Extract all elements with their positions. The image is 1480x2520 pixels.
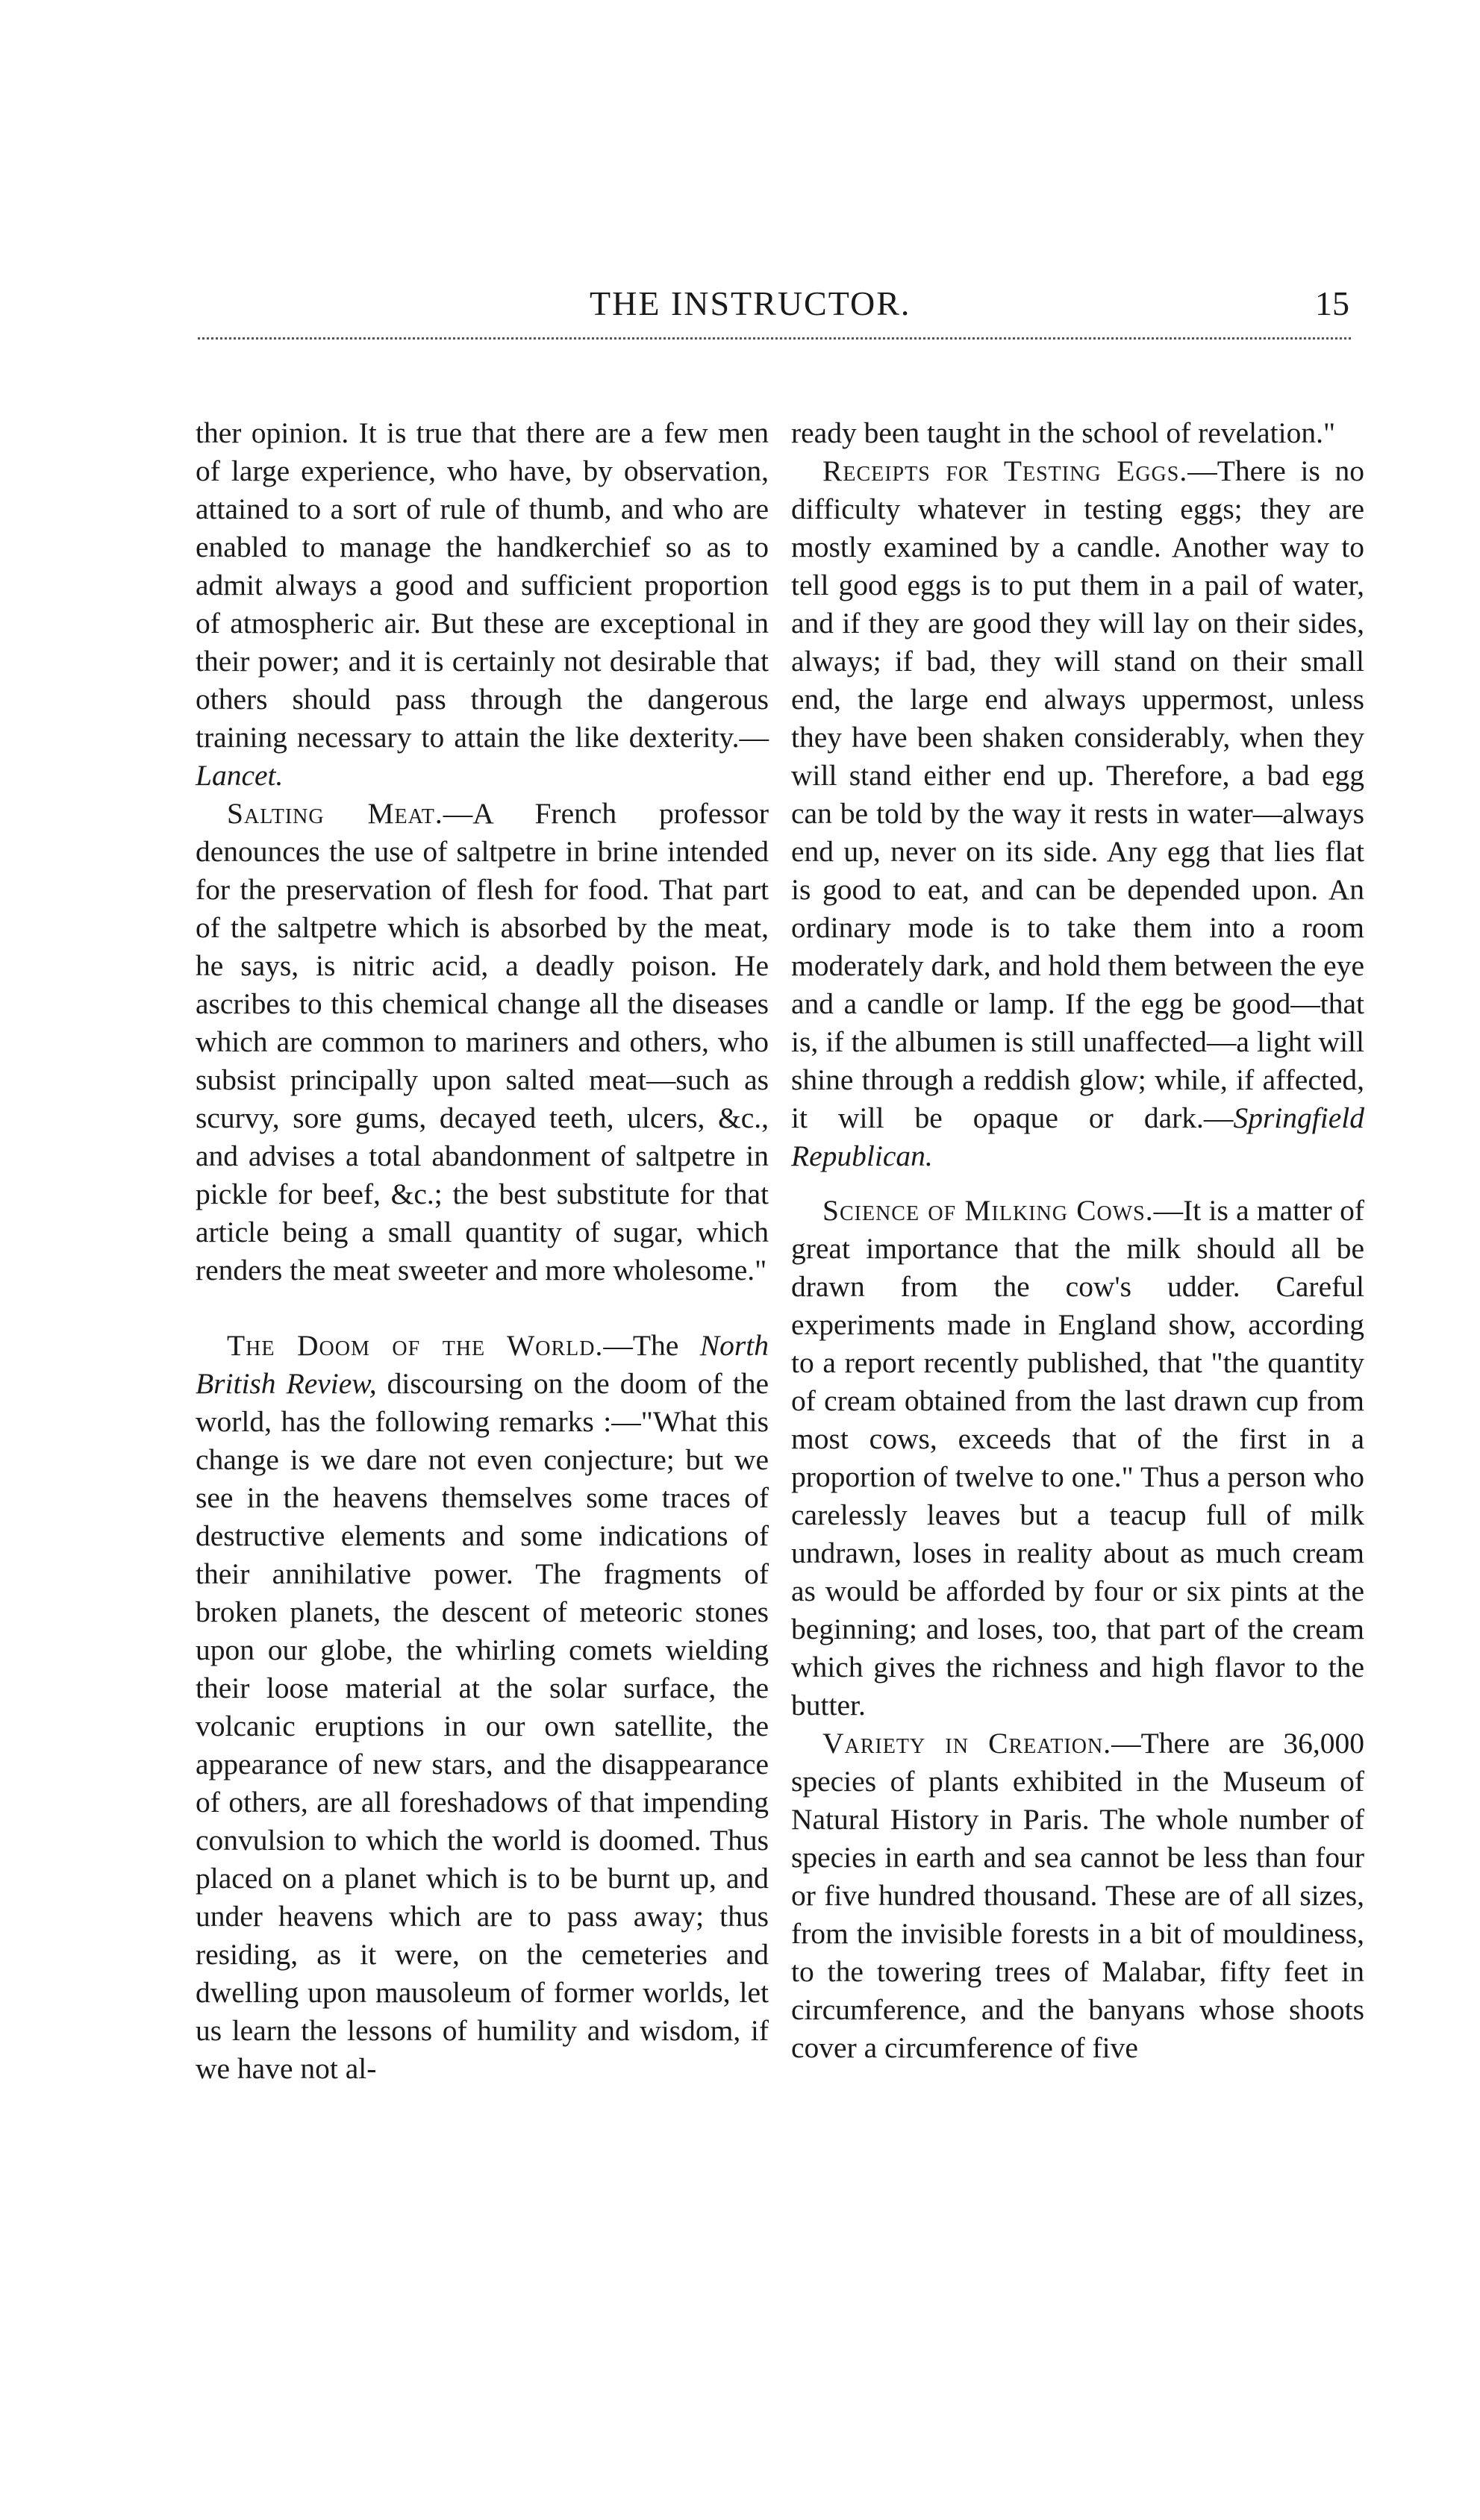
paragraph-text: discoursing on the doom of the world, has the following remarks :—"What this change is we dare not even conjecture; but we see in the heavens themselves some traces of destructive elements and some indications of their annihilative power. The fragments of broken planets, the descent of meteoric stones upon our globe, the whirling comets wielding their loose material at the solar surface, the volcanic eruptions in our own satellite, the appearance of new stars, and the disappearance of others, are all foreshadows of that impending convulsion to which the world is doomed. Thus placed on a planet which is to be burnt up, and under heavens which are to pass away; thus residing, as it were, on the cemeteries and dwelling upon mausoleum of former worlds, let us learn the lessons of humility and wisdom, if we have not al- [196,1367,769,2085]
source-citation: Lancet. [196,759,284,792]
paragraph-text: ready been taught in the school of revelation." [791,416,1336,449]
article-heading: The Doom of the World. [227,1329,604,1362]
paragraph-text: —There is no difficulty whatever in testing eggs; they are mostly examined by a candle. Another way to tell good eggs is to put them in a pail of water, and if they are good they will lay on their sides, always; if bad, they will stand on their small end, the large end always uppermost, unless they have been shaken considerably, when they will stand either end up. Therefore, a bad egg can be told by the way it rests in water—always end up, never on its side. Any egg that lies flat is good to eat, and can be depended upon. An ordinary mode is to take them into a room moderately dark, and hold them between the eye and a candle or lamp. If the egg be good—that is, if the albumen is still unaffected—a light will shine through a reddish glow; while, if affected, it will be opaque or dark.— [791,454,1364,1134]
left-column [196,414,769,2088]
paragraph-milking-cows [791,1192,1364,1725]
paragraph-text: —There are 36,000 species of plants exhibited in the Museum of Natural History in Paris. The whole number of species in earth and sea cannot be less than four or five hundred thousand. These are of all sizes, from the invisible forests in a bit of mouldiness, to the towering trees of Malabar, fifty feet in circumference, and the banyans whose shoots cover a circumference of five [791,1727,1364,2064]
source-citation: Springfield Republican. [791,1101,1364,1172]
article-heading: Science of Milking Cows. [822,1194,1154,1227]
source-citation: North British Review, [196,1329,769,1400]
page-number: 15 [1315,284,1349,322]
paragraph-text: —A French professor denounces the use of saltpetre in brine intended for the preservation of flesh for food. That part of the saltpetre which is absorbed by the meat, he says, is nitric acid, a deadly poison. He ascribes to this chemical change all the diseases which are common to mariners and others, who subsist principally upon salted meat—such as scurvy, sore gums, decayed teeth, ulcers, &c., and advises a total abandonment of saltpetre in pickle for beef, &c.; the best substitute for that article being a small quantity of sugar, which renders the meat sweeter and more wholesome." [196,797,769,1286]
right-column [791,414,1364,2067]
paragraph-text: ther opinion. It is true that there are a few men of large experience, who have, by observation, attained to a sort of rule of thumb, and who are enabled to manage the handkerchief so as to admit always a good and sufficient proportion of atmospheric air. But these are exceptional in their power; and it is certainly not desirable that others should pass through the dangerous training necessary to attain the like dexterity.— [196,416,769,754]
paragraph-lancet [196,414,769,795]
paragraph-salting-meat [196,795,769,1289]
article-heading: Salting Meat. [227,797,443,830]
article-heading: Receipts for Testing Eggs. [822,454,1188,487]
paragraph-text: —It is a matter of great importance that the milk should all be drawn from the cow's udder. Careful experiments made in England show, according to a report recently published, that "the quantity of cream obtained from the last drawn cup from most cows, exceeds that of the first in a proportion of twelve to one." Thus a person who carelessly leaves but a teacup full of milk undrawn, loses in reality about as much cream as would be afforded by four or six pints at the beginning; and loses, too, that part of the cream which gives the richness and high flavor to the butter. [791,1194,1364,1722]
running-header: THE INSTRUCTOR. [590,284,911,322]
article-heading: Variety in Creation. [822,1727,1112,1760]
paragraph-testing-eggs [791,452,1364,1175]
header-rule [198,337,1351,340]
paragraph-variety-creation [791,1725,1364,2067]
paragraph-dash: —The [603,1329,700,1362]
paragraph-continuation [791,414,1364,452]
paragraph-doom-of-world [196,1327,769,2088]
